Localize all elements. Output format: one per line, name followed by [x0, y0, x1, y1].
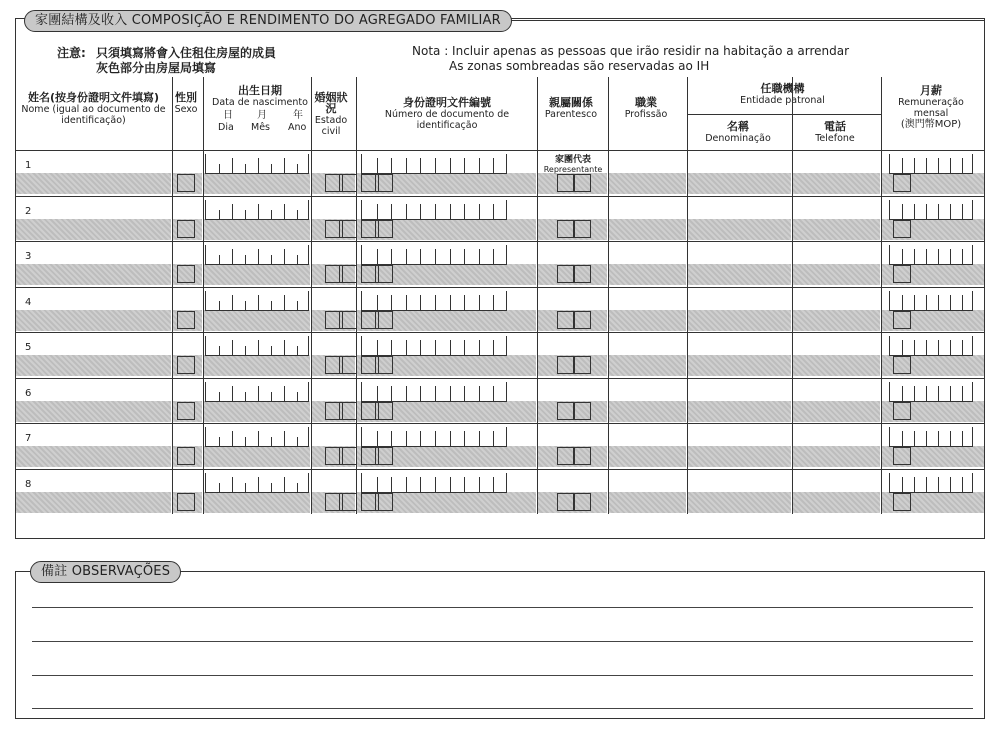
- reserved-shaded-area: [16, 355, 171, 376]
- code-box[interactable]: [177, 311, 195, 329]
- grid-column-line: [356, 77, 357, 514]
- code-box[interactable]: [339, 493, 357, 511]
- grid-column-line: [537, 77, 538, 514]
- code-box[interactable]: [339, 311, 357, 329]
- reserved-shaded-area: [793, 401, 880, 422]
- grid-column-line: [687, 77, 688, 514]
- code-box[interactable]: [177, 174, 195, 192]
- code-box[interactable]: [339, 356, 357, 374]
- code-box[interactable]: [375, 174, 393, 192]
- date-of-birth-field[interactable]: [205, 336, 309, 356]
- code-box[interactable]: [893, 265, 911, 283]
- header-year-zh: 年: [293, 110, 303, 121]
- header-relationship: 親屬關係 Parentesco: [544, 96, 598, 120]
- reserved-shaded-area: [204, 173, 310, 194]
- id-number-field[interactable]: [361, 291, 507, 311]
- header-id-number: 身份證明文件編號 Número de documento de identificação: [384, 96, 510, 131]
- code-box[interactable]: [375, 493, 393, 511]
- section-title-observations: 備註 OBSERVAÇÕES: [30, 561, 181, 583]
- grid-column-line: [311, 77, 312, 514]
- reserved-shaded-area: [609, 219, 686, 240]
- code-box[interactable]: [375, 311, 393, 329]
- code-box[interactable]: [177, 356, 195, 374]
- header-name: 姓名(按身份證明文件填寫) Nome (igual ao documento de identificação): [21, 91, 166, 126]
- id-number-field[interactable]: [361, 427, 507, 447]
- note-label: 注意:: [57, 46, 86, 60]
- id-number-field[interactable]: [361, 473, 507, 493]
- reserved-shaded-area: [688, 219, 791, 240]
- observation-line[interactable]: [32, 675, 973, 676]
- code-box[interactable]: [177, 402, 195, 420]
- date-of-birth-field[interactable]: [205, 427, 309, 447]
- header-month-pt: Mês: [251, 122, 270, 133]
- code-box[interactable]: [375, 356, 393, 374]
- grid-column-line: [881, 77, 882, 514]
- grid-column-line: [203, 77, 204, 514]
- grid-row-line: [15, 332, 985, 333]
- note-zh-line-1: 只須填寫將會入住租住房屋的成員: [96, 46, 277, 60]
- reserved-shaded-area: [688, 173, 791, 194]
- code-box[interactable]: [339, 447, 357, 465]
- observation-line[interactable]: [32, 607, 973, 608]
- grid-column-line: [608, 77, 609, 514]
- code-box[interactable]: [893, 493, 911, 511]
- header-date-of-birth: 出生日期 Data de nascimento 日 月 年 Dia Mês Ano: [212, 84, 308, 133]
- header-month-zh: 月: [257, 110, 267, 121]
- employer-subcolumn-line: [792, 114, 793, 514]
- id-number-field[interactable]: [361, 336, 507, 356]
- reserved-shaded-area: [16, 446, 171, 467]
- row-number: 5: [25, 342, 32, 353]
- header-day-zh: 日: [223, 110, 233, 121]
- date-of-birth-field[interactable]: [205, 291, 309, 311]
- grid-row-line: [15, 378, 985, 379]
- reserved-shaded-area: [204, 264, 310, 285]
- observation-line[interactable]: [32, 708, 973, 709]
- representative-label: [539, 155, 607, 175]
- observation-line[interactable]: [32, 641, 973, 642]
- note-pt-line-2: As zonas sombreadas são reservadas ao IH: [449, 59, 710, 73]
- monthly-salary-field[interactable]: [889, 382, 973, 402]
- reserved-shaded-area: [688, 401, 791, 422]
- id-number-field[interactable]: [361, 382, 507, 402]
- header-day-pt: Dia: [218, 122, 234, 133]
- code-box[interactable]: [177, 220, 195, 238]
- observations-section: [15, 571, 985, 719]
- representative-pt: Representante: [543, 165, 603, 174]
- row-number: 4: [25, 296, 32, 308]
- code-box[interactable]: [893, 402, 911, 420]
- monthly-salary-field[interactable]: [889, 291, 973, 311]
- reserved-shaded-area: [16, 173, 171, 194]
- id-number-field[interactable]: [361, 154, 507, 174]
- note-zh-line-2: 灰色部分由房屋局填寫: [96, 61, 217, 75]
- reserved-shaded-area: [793, 492, 880, 513]
- code-box[interactable]: [893, 447, 911, 465]
- code-box[interactable]: [573, 174, 591, 192]
- grid-row-line: [15, 241, 985, 242]
- code-box[interactable]: [177, 265, 195, 283]
- date-of-birth-field[interactable]: [205, 245, 309, 265]
- reserved-shaded-area: [16, 310, 171, 331]
- code-box[interactable]: [375, 402, 393, 420]
- reserved-shaded-area: [204, 492, 310, 513]
- row-number: 7: [25, 433, 32, 444]
- reserved-shaded-area: [793, 310, 880, 331]
- code-box[interactable]: [573, 220, 591, 238]
- header-sex: 性別 Sexo: [174, 91, 198, 115]
- row-number: 3: [25, 251, 32, 262]
- code-box[interactable]: [573, 311, 591, 329]
- date-of-birth-field[interactable]: [205, 382, 309, 402]
- employer-subheader-line: [687, 114, 881, 115]
- reserved-shaded-area: [204, 401, 310, 422]
- reserved-shaded-area: [609, 310, 686, 331]
- reserved-shaded-area: [688, 264, 791, 285]
- grid-row-line: [15, 423, 985, 424]
- row-number: 8: [25, 478, 32, 490]
- code-box[interactable]: [893, 220, 911, 238]
- code-box[interactable]: [375, 220, 393, 238]
- reserved-shaded-area: [609, 492, 686, 513]
- code-box[interactable]: [573, 356, 591, 374]
- title-rule: [495, 20, 984, 21]
- monthly-salary-field[interactable]: [889, 200, 973, 220]
- reserved-shaded-area: [688, 492, 791, 513]
- reserved-shaded-area: [793, 264, 880, 285]
- row-number: 1: [25, 160, 32, 171]
- code-box[interactable]: [339, 402, 357, 420]
- header-monthly-salary: 月薪 Remuneração mensal (澳門幣MOP): [898, 84, 964, 130]
- monthly-salary-field[interactable]: [889, 427, 973, 447]
- monthly-salary-field[interactable]: [889, 336, 973, 356]
- date-of-birth-field[interactable]: [205, 154, 309, 174]
- reserved-shaded-area: [609, 446, 686, 467]
- household-table: [15, 77, 985, 514]
- note-pt-line-1: Nota : Incluir apenas as pessoas que irão residir na habitação a arrendar: [412, 44, 850, 58]
- header-employer-phone: 電話 Telefone: [815, 120, 855, 144]
- header-employer: 任職機構 Entidade patronal: [740, 82, 825, 106]
- code-box[interactable]: [573, 265, 591, 283]
- header-employer-name: 名稱 Denominação: [705, 120, 771, 144]
- row-number: 2: [25, 205, 32, 217]
- reserved-shaded-area: [688, 446, 791, 467]
- reserved-shaded-area: [688, 355, 791, 376]
- code-box[interactable]: [177, 447, 195, 465]
- row-number: 6: [25, 387, 32, 399]
- code-box[interactable]: [573, 447, 591, 465]
- reserved-shaded-area: [16, 219, 171, 240]
- reserved-shaded-area: [793, 219, 880, 240]
- grid-column-line: [172, 77, 173, 514]
- reserved-shaded-area: [204, 355, 310, 376]
- code-box[interactable]: [339, 174, 357, 192]
- header-civil-status: 婚姻狀況 Estado civil: [314, 91, 348, 137]
- code-box[interactable]: [893, 311, 911, 329]
- code-box[interactable]: [573, 402, 591, 420]
- monthly-salary-field[interactable]: [889, 473, 973, 493]
- reserved-shaded-area: [609, 173, 686, 194]
- reserved-shaded-area: [793, 446, 880, 467]
- date-of-birth-field[interactable]: [205, 200, 309, 220]
- representative-zh: 家團代表: [554, 155, 591, 165]
- grid-row-line: [15, 287, 985, 288]
- reserved-shaded-area: [793, 355, 880, 376]
- grid-row-line: [15, 150, 985, 151]
- grid-row-line: [15, 196, 985, 197]
- monthly-salary-field[interactable]: [889, 154, 973, 174]
- reserved-shaded-area: [16, 492, 171, 513]
- reserved-shaded-area: [609, 401, 686, 422]
- code-box[interactable]: [339, 265, 357, 283]
- date-of-birth-field[interactable]: [205, 473, 309, 493]
- reserved-shaded-area: [609, 355, 686, 376]
- reserved-shaded-area: [688, 310, 791, 331]
- id-number-field[interactable]: [361, 200, 507, 220]
- reserved-shaded-area: [609, 264, 686, 285]
- code-box[interactable]: [339, 220, 357, 238]
- monthly-salary-field[interactable]: [889, 245, 973, 265]
- code-box[interactable]: [177, 493, 195, 511]
- code-box[interactable]: [893, 174, 911, 192]
- reserved-shaded-area: [204, 310, 310, 331]
- reserved-shaded-area: [793, 173, 880, 194]
- reserved-shaded-area: [204, 446, 310, 467]
- id-number-field[interactable]: [361, 245, 507, 265]
- reserved-shaded-area: [16, 401, 171, 422]
- code-box[interactable]: [375, 265, 393, 283]
- reserved-shaded-area: [16, 264, 171, 285]
- header-year-pt: Ano: [288, 122, 307, 133]
- grid-row-line: [15, 469, 985, 470]
- code-box[interactable]: [375, 447, 393, 465]
- header-profession: 職業 Profissão: [624, 96, 668, 120]
- section-title-composition: 家團結構及收入 COMPOSIÇÃO E RENDIMENTO DO AGREGADO FAMILIAR: [24, 10, 512, 32]
- reserved-shaded-area: [204, 219, 310, 240]
- code-box[interactable]: [573, 493, 591, 511]
- code-box[interactable]: [893, 356, 911, 374]
